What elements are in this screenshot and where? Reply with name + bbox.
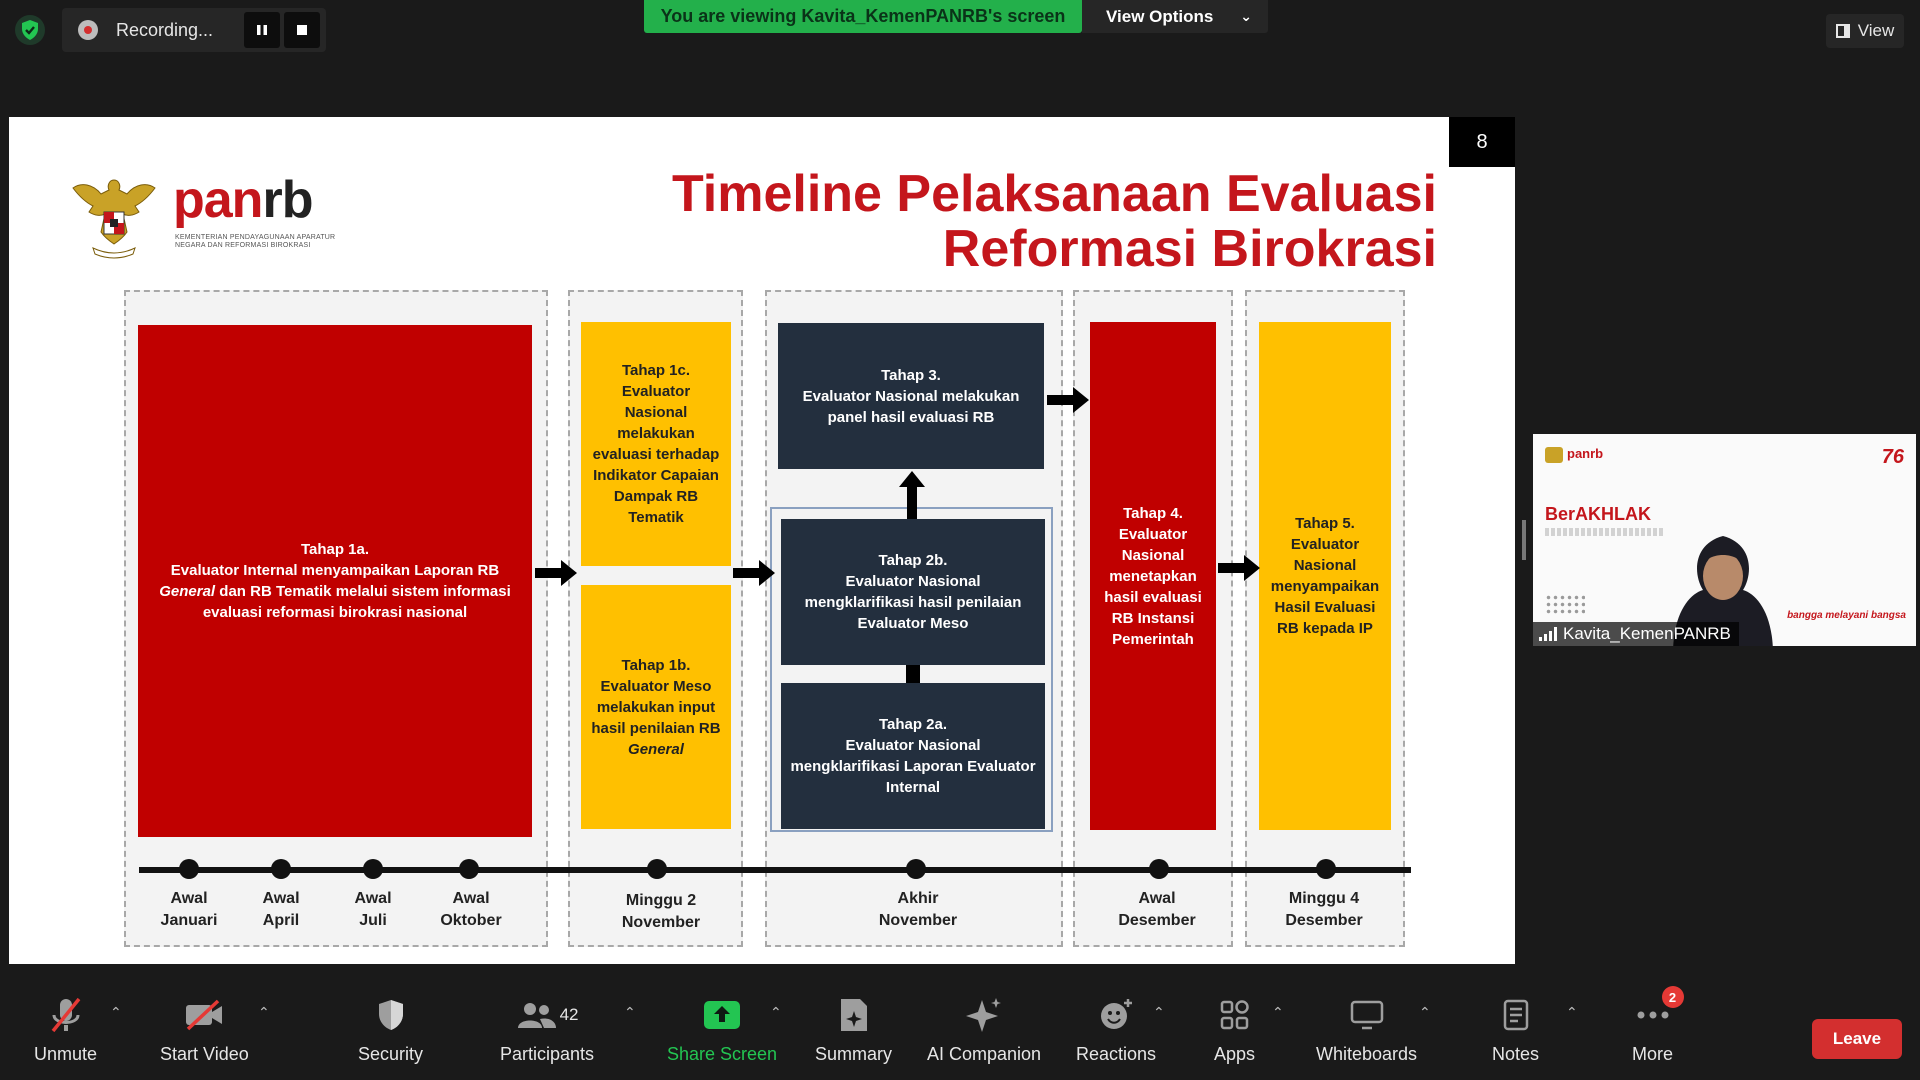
summary-icon [838,997,870,1033]
view-options-label: View Options [1106,6,1214,26]
whiteboards-button[interactable] [1316,994,1417,1065]
apps-icon [1219,999,1251,1031]
stage-3: Tahap 3. Evaluator Nasional melakukan panel hasil evaluasi RB [778,323,1044,469]
participants-button[interactable] [500,994,594,1065]
arrow-right-icon [1047,387,1089,413]
reactions-options-caret[interactable]: ⌃ [1153,1004,1165,1020]
more-dots-icon [1636,1010,1670,1020]
encryption-shield-icon[interactable] [14,14,46,46]
more-badge: 2 [1662,986,1684,1008]
virtual-bg-title: BerAKHLAK [1545,504,1652,524]
notes-button[interactable] [1492,994,1539,1065]
whiteboards-options-caret[interactable]: ⌃ [1419,1004,1431,1020]
timeline-label-okt: Awal Oktober [440,890,502,929]
apps-options-caret[interactable]: ⌃ [1272,1004,1284,1020]
share-screen-icon [703,1000,741,1030]
arrow-right-icon [733,560,775,586]
participant-name: Kavita_KemenPANRB [1563,624,1731,643]
share-options-caret[interactable]: ⌃ [770,1004,782,1020]
share-screen-label: Share Screen [667,1044,778,1064]
timeline-label-apr: Awal April [262,890,300,929]
timeline-label-nov2: Minggu 2 November [621,892,701,931]
timeline-label-des4: Minggu 4 Desember [1285,890,1363,929]
unmute-button[interactable] [34,994,97,1065]
timeline-marker [271,859,291,879]
stage-2-connector [906,665,920,683]
participants-options-caret[interactable]: ⌃ [624,1004,636,1020]
participants-label: Participants [500,1044,595,1064]
slide-title-line1: Timeline Pelaksanaan Evaluasi [671,165,1437,223]
start-video-button[interactable] [160,994,249,1065]
garuda-emblem-icon [71,172,157,264]
view-layout-icon [1836,24,1850,38]
signal-strength-icon [1539,627,1557,641]
timeline-marker [647,859,667,879]
stage-2b: Tahap 2b. Evaluator Nasional mengklarifikasi hasil penilaian Evaluator Meso [781,519,1045,665]
arrow-up-icon [899,471,925,519]
timeline-label-des: Awal Desember [1118,890,1196,929]
timeline-label-jul: Awal Juli [354,890,392,929]
panrb-wordmark: panrb [173,171,313,229]
reactions-button[interactable] [1076,994,1156,1065]
share-screen-button[interactable] [667,994,777,1065]
ministry-name: KEMENTERIAN PENDAYAGUNAAN APARATUR NEGARA DAN REFORMASI BIROKRASI [175,234,336,249]
ai-sparkle-icon [964,996,1004,1034]
summary-button[interactable] [815,994,892,1065]
timeline-label-nov-end: Akhir November [878,890,958,929]
stop-icon [296,24,308,36]
panrb-logo [71,172,341,272]
meeting-toolbar [0,982,1920,1080]
summary-label: Summary [815,1044,893,1064]
timeline-marker [1149,859,1169,879]
microphone-muted-icon [49,995,83,1035]
view-options-button[interactable] [1082,0,1268,33]
virtual-bg-76: 76 [1881,446,1904,468]
stop-recording-button[interactable] [284,12,320,48]
recording-text: Recording... [116,19,214,40]
security-shield-icon [376,998,406,1032]
whiteboard-icon [1350,1000,1384,1030]
timeline-marker [906,859,926,879]
participant-name-tag [1533,622,1739,646]
notes-label: Notes [1492,1044,1540,1064]
more-label: More [1632,1044,1674,1064]
view-label: View [1857,21,1895,40]
video-off-icon [184,999,224,1031]
view-button[interactable] [1826,14,1904,48]
security-label: Security [358,1044,424,1064]
start-video-label: Start Video [160,1044,249,1064]
recording-indicator [62,8,326,52]
leave-button[interactable]: Leave [1812,1019,1902,1059]
chevron-down-icon: ⌄ [1240,8,1252,24]
pause-icon [256,24,268,36]
ai-companion-label: AI Companion [927,1044,1042,1064]
slide-title [672,167,1437,277]
timeline-axis [139,867,1411,873]
unmute-label: Unmute [34,1044,98,1064]
virtual-bg-subtext [1545,528,1665,536]
viewing-screen-banner: You are viewing Kavita_KemenPANRB's screen [644,0,1082,33]
slide-page-number: 8 [1449,117,1515,167]
participants-count: 42 [559,1005,579,1024]
whiteboards-label: Whiteboards [1316,1044,1418,1064]
apps-label: Apps [1214,1044,1256,1064]
timeline-marker [363,859,383,879]
stage-1c: Tahap 1c. Evaluator Nasional melakukan evaluasi terhadap Indikator Capaian Dampak RB Tematik [581,322,731,566]
panel-resize-handle[interactable] [1522,520,1526,560]
apps-button[interactable] [1214,994,1255,1065]
reactions-label: Reactions [1076,1044,1157,1064]
shared-slide [9,117,1515,964]
stage-2a: Tahap 2a. Evaluator Nasional mengklarifikasi Laporan Evaluator Internal [781,683,1045,829]
virtual-bg-logo: panrb [1545,446,1603,463]
more-button[interactable] [1632,989,1677,1065]
slide-title-line2: Reformasi Birokrasi [942,220,1437,278]
pause-recording-button[interactable] [244,12,280,48]
stage-5: Tahap 5. Evaluator Nasional menyampaikan Hasil Evaluasi RB kepada IP [1259,322,1391,830]
timeline-marker [179,859,199,879]
virtual-bg-dots [1545,594,1585,614]
notes-options-caret[interactable]: ⌃ [1566,1004,1578,1020]
notes-icon [1502,998,1530,1032]
reactions-emoji-icon [1099,998,1133,1032]
stage-1a: Tahap 1a. Evaluator Internal menyampaikan Laporan RB General dan RB Tematik melalui sistem informasi evaluasi reformasi birokrasi nasional [138,325,532,837]
recording-dot-icon [78,20,98,40]
stage-1b: Tahap 1b. Evaluator Meso melakukan input hasil penilaian RB General [581,585,731,829]
virtual-bg-bangga: bangga melayani bangsa [1787,610,1906,621]
video-options-caret[interactable]: ⌃ [258,1004,270,1020]
timeline-marker [1316,859,1336,879]
participants-icon [516,1000,556,1030]
arrow-right-icon [1218,555,1260,581]
security-button[interactable] [358,994,423,1065]
stage-4: Tahap 4. Evaluator Nasional menetapkan hasil evaluasi RB Instansi Pemerintah [1090,322,1216,830]
ai-companion-button[interactable] [927,994,1041,1065]
audio-options-caret[interactable]: ⌃ [110,1004,122,1020]
timeline-label-jan: Awal Januari [160,890,218,929]
participant-video-tile[interactable] [1533,434,1916,646]
arrow-right-icon [535,560,577,586]
timeline-marker [459,859,479,879]
